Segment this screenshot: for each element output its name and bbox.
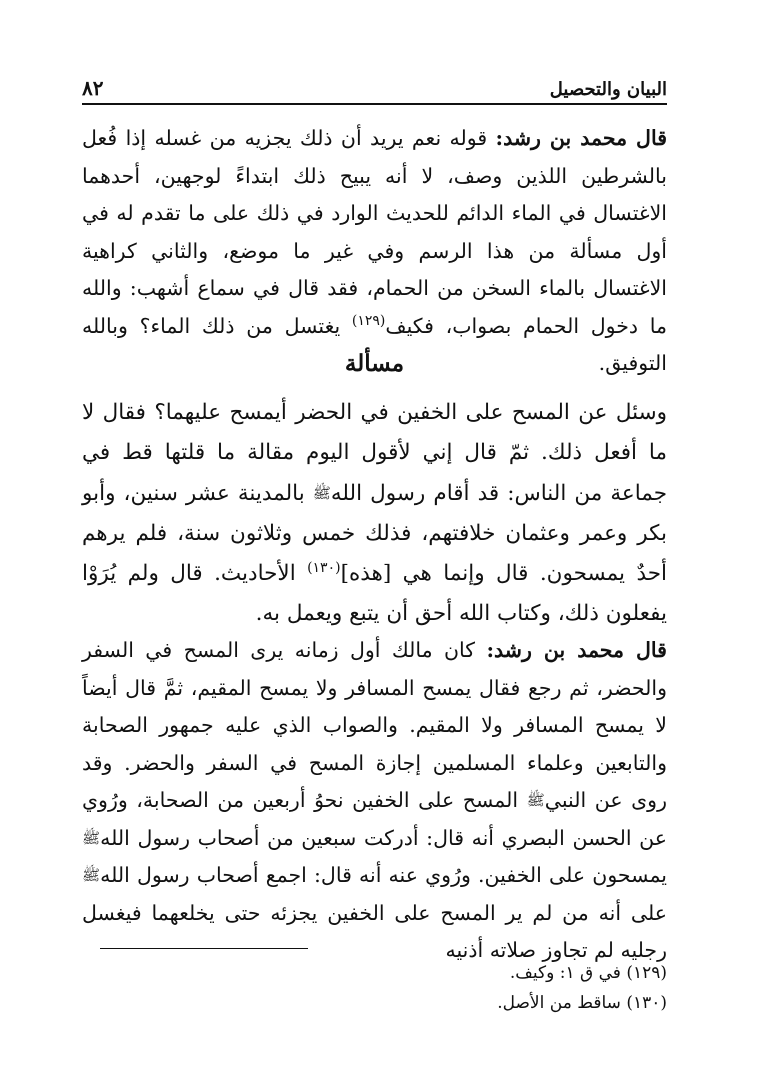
footnote-divider bbox=[100, 948, 308, 949]
paragraph-text: على أنه من لم ير المسح على الخفين يجزئه حتى يخلعهما فيغسل رجليه لم تجاوز صلاته أذنيه bbox=[82, 900, 667, 962]
paragraph-commentary-2 bbox=[82, 632, 667, 970]
running-header bbox=[82, 70, 667, 105]
salutation-glyph: ﷺ bbox=[82, 828, 101, 847]
paragraph-text: يغتسل من ذلك الماء؟ وبالله التوفيق. bbox=[82, 313, 667, 375]
footnote-reference[interactable]: (١٣٠) bbox=[307, 559, 341, 576]
paragraph-commentary-1 bbox=[82, 120, 667, 383]
paragraph-text: المسح على الخفين نحوُ أربعين من الصحابة، ورُوي عن الحسن البصري أنه قال: أدركت سبعين من أصحاب رسول الله bbox=[82, 788, 667, 850]
section-heading: مسألة bbox=[344, 350, 405, 377]
footnote bbox=[82, 958, 667, 988]
paragraph-text: يمسحون على الخفين. ورُوي عنه أنه قال: اجمع أصحاب رسول الله bbox=[100, 863, 667, 887]
paragraph-text: الأحاديث. قال ولم يُرَوْا يفعلون ذلك، وكتاب الله أحق أن يتبع ويعمل به. bbox=[82, 561, 667, 626]
footnote-reference[interactable]: (١٢٩) bbox=[351, 312, 386, 329]
paragraph-text: قوله نعم يريد أن ذلك يجزيه من غسله إذا فُعل بالشرطين اللذين وصف، لا أنه يبيح ذلك ابتداءً لوجهين، أحدهما الاغتسال في الماء الدائم للحديث الوارد في ذلك على ما تقدم له في أول مسألة من هذا الرسم وفي غير ما موضع، والثاني كراهية الاغتسال بالماء السخن من الحمام، فقد قال في سماع أشهب: والله ما دخول الحمام بصواب، فكيف bbox=[82, 126, 667, 338]
salutation-glyph: ﷺ bbox=[82, 866, 101, 884]
paragraph-text: بالمدينة عشر سنين، وأبو بكر وعمر وعثمان خلافتهم، فذلك خمس وثلاثون سنة، فلم يرهم أحدٌ يمسحون. قال وإنما هي [هذه] bbox=[82, 481, 667, 586]
footnote-text: ساقط من الأصل. bbox=[497, 993, 621, 1013]
footnote-number: (١٢٩) bbox=[626, 963, 667, 983]
paragraph-text: وسئل عن المسح على الخفين في الحضر أيمسح عليهما؟ فقال لا ما أفعل ذلك. ثمّ قال إني لأقول اليوم مقالة ما قلتها قط في جماعة من الناس: قد أقام رسول الله bbox=[82, 400, 667, 506]
paragraph-text: كان مالك أول زمانه يرى المسح في السفر والحضر، ثم رجع فقال يمسح المسافر ولا يمسح المقيم، ثمَّ قال أيضاً لا يمسح المسافر ولا المقيم. والصواب الذي عليه جمهور الصحابة والتابعين وعلماء المسلمين إجازة المسح في السفر والحضر. وقد روى عن النبي bbox=[82, 638, 667, 812]
salutation-glyph: ﷺ bbox=[312, 484, 331, 502]
paragraph-question bbox=[82, 393, 667, 634]
page-number: ٨٢ bbox=[82, 76, 104, 100]
salutation-glyph: ﷺ bbox=[526, 791, 545, 809]
footnote-text: في ق ١: وكيف. bbox=[509, 963, 621, 983]
footnotes bbox=[82, 958, 667, 1018]
speaker-label: قال محمد بن رشد: bbox=[495, 126, 667, 150]
footnote-number: (١٣٠) bbox=[626, 993, 667, 1013]
book-title: البيان والتحصيل bbox=[549, 79, 667, 100]
speaker-label: قال محمد بن رشد: bbox=[486, 638, 667, 662]
footnote bbox=[82, 988, 667, 1018]
